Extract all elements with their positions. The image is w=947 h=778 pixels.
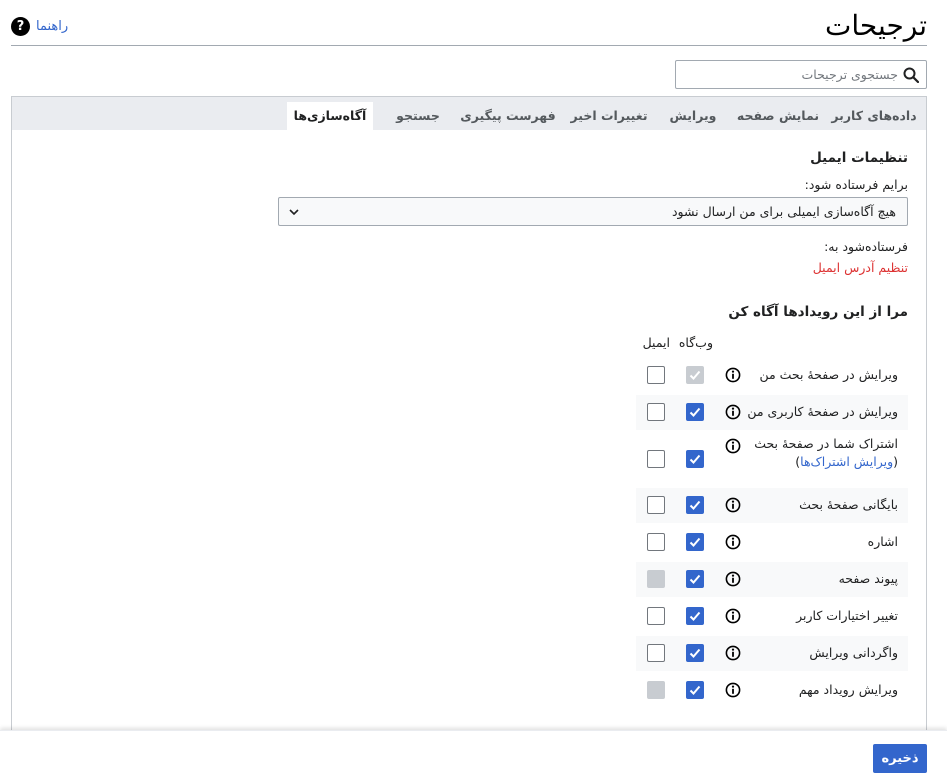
notification-row-label	[868, 533, 898, 551]
notification-row-label	[796, 607, 898, 625]
web-checkbox[interactable]	[686, 450, 704, 468]
notification-row	[636, 673, 908, 708]
notification-row	[636, 395, 908, 430]
notification-row-text: تغییر اختیارات کاربر	[796, 608, 898, 623]
notify-events-title: مرا از این رویدادها آگاه کن	[728, 304, 908, 320]
help-link-group[interactable]	[11, 17, 68, 36]
email-checkbox	[647, 681, 665, 699]
info-icon[interactable]	[725, 497, 741, 513]
notification-row	[636, 562, 908, 597]
info-icon[interactable]	[725, 608, 741, 624]
web-checkbox	[686, 366, 704, 384]
search-icon[interactable]	[903, 67, 919, 83]
web-checkbox[interactable]	[686, 403, 704, 421]
email-frequency-select[interactable]	[278, 197, 908, 226]
email-checkbox[interactable]	[647, 403, 665, 421]
paren-close: )	[795, 454, 801, 469]
notification-row-text: ویرایش در صفحهٔ کاربری من	[747, 404, 898, 419]
email-checkbox[interactable]	[647, 450, 665, 468]
notification-row-label	[799, 681, 898, 699]
tab-recent-changes[interactable]: تغییرات اخیر	[570, 108, 648, 123]
info-icon[interactable]	[725, 438, 741, 454]
email-checkbox[interactable]	[647, 496, 665, 514]
web-checkbox[interactable]	[686, 533, 704, 551]
email-checkbox[interactable]	[647, 366, 665, 384]
notification-row-text: ویرایش رویداد مهم	[798, 682, 898, 697]
page-header	[11, 0, 927, 46]
tab-bar	[12, 97, 926, 130]
info-icon[interactable]	[725, 682, 741, 698]
help-link[interactable]: راهنما	[36, 19, 69, 34]
notification-row-text: اشتراک شما در صفحهٔ بحث	[754, 436, 898, 451]
search-box[interactable]	[675, 60, 927, 89]
notification-row-label	[747, 403, 898, 421]
page-title: ترجیحات	[825, 9, 927, 42]
web-checkbox[interactable]	[686, 570, 704, 588]
set-email-address-link[interactable]: تنظیم آدرس ایمیل	[812, 260, 908, 275]
notification-row-text: واگردانی ویرایش	[809, 645, 898, 660]
notification-row	[636, 525, 908, 560]
notification-row-text: بایگانی صفحهٔ بحث	[799, 497, 898, 512]
send-label: برایم فرستاده شود:	[804, 177, 908, 192]
info-icon[interactable]	[725, 367, 741, 383]
notification-row	[636, 488, 908, 523]
edit-subscriptions-link[interactable]: ویرایش اشتراک‌ها	[800, 454, 894, 469]
info-icon[interactable]	[725, 404, 741, 420]
notification-row-label	[759, 366, 898, 384]
tab-editing[interactable]: ویرایش	[669, 108, 717, 123]
web-checkbox[interactable]	[686, 496, 704, 514]
tab-notifications[interactable]: آگاه‌سازی‌ها	[287, 102, 373, 130]
column-email-header: ایمیل	[642, 335, 670, 350]
send-to-label: فرستاده‌شود به:	[824, 239, 908, 254]
email-checkbox	[647, 570, 665, 588]
notification-row	[636, 358, 908, 393]
column-web-header: وب‌گاه	[678, 335, 713, 350]
help-icon[interactable]: ?	[11, 17, 30, 36]
email-frequency-value: هیچ آگاه‌سازی ایمیلی برای من ارسال نشود	[671, 204, 896, 219]
tab-appearance[interactable]: نمایش صفحه	[736, 108, 820, 123]
notification-row-label	[839, 570, 898, 588]
web-checkbox[interactable]	[686, 607, 704, 625]
email-checkbox[interactable]	[647, 607, 665, 625]
footer-bar	[0, 730, 947, 778]
web-checkbox[interactable]	[686, 681, 704, 699]
info-icon[interactable]	[725, 645, 741, 661]
notification-row-label	[754, 435, 898, 471]
search-input[interactable]	[680, 63, 900, 86]
save-button[interactable]: ذخیره	[873, 744, 927, 773]
paren-open: (	[893, 454, 898, 469]
info-icon[interactable]	[725, 534, 741, 550]
notification-row	[636, 599, 908, 634]
info-icon[interactable]	[725, 571, 741, 587]
tab-user-data[interactable]: داده‌های کاربر	[831, 108, 917, 123]
email-checkbox[interactable]	[647, 644, 665, 662]
notification-row	[636, 636, 908, 671]
notification-row-label	[799, 496, 898, 514]
notification-row	[636, 432, 908, 486]
tab-search[interactable]: جستجو	[396, 108, 440, 123]
chevron-down-icon	[287, 205, 301, 219]
tab-watchlist[interactable]: فهرست پیگیری	[460, 108, 556, 123]
preferences-panel	[11, 96, 927, 778]
notification-row-text: اشاره	[867, 534, 898, 549]
web-checkbox[interactable]	[686, 644, 704, 662]
email-settings-title: تنظیمات ایمیل	[810, 150, 908, 166]
email-checkbox[interactable]	[647, 533, 665, 551]
notification-row-text: ویرایش در صفحهٔ بحث من	[759, 367, 898, 382]
notification-row-label	[809, 644, 898, 662]
notification-row-text: پیوند صفحه	[838, 571, 898, 586]
